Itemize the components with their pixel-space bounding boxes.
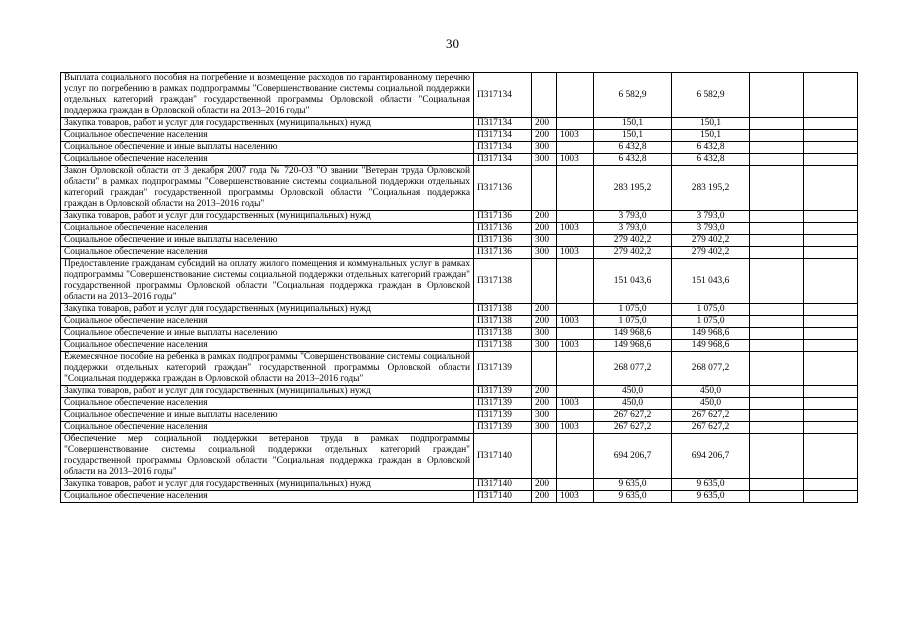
- row-expense-type: 200: [532, 304, 557, 316]
- table-row: [61, 340, 858, 352]
- row-expense-type: [532, 259, 557, 304]
- table-row: [61, 398, 858, 410]
- row-section-code: 1003: [557, 422, 594, 434]
- row-target-code: П317139: [474, 386, 532, 398]
- row-amount-1: 268 077,2: [594, 352, 672, 386]
- row-amount-2: 1 075,0: [672, 316, 750, 328]
- row-name: Закупка товаров, работ и услуг для государственных (муниципальных) нужд: [61, 479, 474, 491]
- row-name: Закон Орловской области от 3 декабря 2007 года № 720-ОЗ "О звании "Ветеран труда Орловской области" в рамках подпрограммы "Совершенствование системы социальной поддержки отдельных категорий граждан" государственной программы Орловской области "Социальная поддержка граждан в Орловской области на 2013–2016 годы": [61, 166, 474, 211]
- row-amount-2: 149 968,6: [672, 328, 750, 340]
- row-empty-cell: [750, 386, 804, 398]
- row-empty-cell: [804, 235, 858, 247]
- row-empty-cell: [804, 142, 858, 154]
- row-empty-cell: [750, 154, 804, 166]
- row-expense-type: 300: [532, 142, 557, 154]
- row-name: Закупка товаров, работ и услуг для государственных (муниципальных) нужд: [61, 304, 474, 316]
- page-number: 30: [446, 36, 459, 51]
- row-name: Социальное обеспечение населения: [61, 422, 474, 434]
- row-name: Социальное обеспечение населения: [61, 316, 474, 328]
- row-name: Социальное обеспечение и иные выплаты населению: [61, 142, 474, 154]
- row-amount-2: 3 793,0: [672, 211, 750, 223]
- row-amount-2: 279 402,2: [672, 235, 750, 247]
- row-empty-cell: [804, 410, 858, 422]
- row-target-code: П317134: [474, 130, 532, 142]
- row-target-code: П317136: [474, 247, 532, 259]
- row-target-code: П317139: [474, 398, 532, 410]
- row-empty-cell: [750, 434, 804, 479]
- row-expense-type: 200: [532, 118, 557, 130]
- row-expense-type: 200: [532, 316, 557, 328]
- row-amount-2: 450,0: [672, 398, 750, 410]
- row-expense-type: 200: [532, 223, 557, 235]
- row-amount-2: 267 627,2: [672, 410, 750, 422]
- row-empty-cell: [804, 386, 858, 398]
- row-expense-type: 200: [532, 386, 557, 398]
- table-row: [61, 130, 858, 142]
- row-empty-cell: [750, 166, 804, 211]
- row-section-code: 1003: [557, 223, 594, 235]
- row-amount-1: 9 635,0: [594, 479, 672, 491]
- row-section-code: [557, 166, 594, 211]
- row-amount-1: 6 582,9: [594, 73, 672, 118]
- row-name: Социальное обеспечение населения: [61, 340, 474, 352]
- table-row: [61, 223, 858, 235]
- table-row: [61, 491, 858, 503]
- row-target-code: П317134: [474, 142, 532, 154]
- table-row: [61, 235, 858, 247]
- row-name: Выплата социального пособия на погребение и возмещение расходов по гарантированному перечню услуг по погребению в рамках подпрограммы "Совершенствование системы социальной поддержки отдельных категорий граждан" государственной программы Орловской области "Социальная поддержка граждан в Орловской области на 2013–2016 годы": [61, 73, 474, 118]
- row-expense-type: [532, 166, 557, 211]
- row-amount-2: 268 077,2: [672, 352, 750, 386]
- row-amount-1: 450,0: [594, 386, 672, 398]
- row-empty-cell: [804, 154, 858, 166]
- row-expense-type: 300: [532, 154, 557, 166]
- row-empty-cell: [750, 235, 804, 247]
- row-name: Закупка товаров, работ и услуг для государственных (муниципальных) нужд: [61, 386, 474, 398]
- row-amount-2: 9 635,0: [672, 491, 750, 503]
- row-amount-2: 6 582,9: [672, 73, 750, 118]
- row-empty-cell: [750, 259, 804, 304]
- row-empty-cell: [750, 304, 804, 316]
- row-section-code: [557, 73, 594, 118]
- row-empty-cell: [750, 398, 804, 410]
- row-empty-cell: [804, 223, 858, 235]
- table-row: [61, 118, 858, 130]
- row-expense-type: 300: [532, 328, 557, 340]
- row-empty-cell: [804, 434, 858, 479]
- row-name: Ежемесячное пособие на ребенка в рамках подпрограммы "Совершенствование системы социальной поддержки отдельных категорий граждан" государственной программы Орловской области "Социальная поддержка граждан в Орловской области на 2013–2016 годы": [61, 352, 474, 386]
- row-target-code: П317134: [474, 73, 532, 118]
- table-row: [61, 142, 858, 154]
- table-row: [61, 434, 858, 479]
- row-empty-cell: [750, 223, 804, 235]
- row-section-code: 1003: [557, 398, 594, 410]
- row-empty-cell: [804, 247, 858, 259]
- row-empty-cell: [804, 352, 858, 386]
- row-empty-cell: [804, 118, 858, 130]
- row-target-code: П317138: [474, 316, 532, 328]
- row-empty-cell: [804, 491, 858, 503]
- row-target-code: П317136: [474, 211, 532, 223]
- row-amount-2: 450,0: [672, 386, 750, 398]
- row-amount-2: 9 635,0: [672, 479, 750, 491]
- row-empty-cell: [804, 130, 858, 142]
- row-empty-cell: [750, 352, 804, 386]
- row-amount-2: 151 043,6: [672, 259, 750, 304]
- row-section-code: [557, 434, 594, 479]
- row-empty-cell: [804, 259, 858, 304]
- row-amount-1: 283 195,2: [594, 166, 672, 211]
- table-row: [61, 154, 858, 166]
- row-section-code: 1003: [557, 247, 594, 259]
- row-target-code: П317138: [474, 259, 532, 304]
- row-amount-1: 9 635,0: [594, 491, 672, 503]
- table-row: [61, 352, 858, 386]
- table-row: [61, 211, 858, 223]
- row-empty-cell: [750, 340, 804, 352]
- row-section-code: [557, 118, 594, 130]
- row-expense-type: 200: [532, 479, 557, 491]
- row-section-code: [557, 386, 594, 398]
- row-name: Обеспечение мер социальной поддержки ветеранов труда в рамках подпрограммы "Совершенствование системы социальной поддержки отдельных категорий граждан" государственной программы Орловской области "Социальная поддержка граждан в Орловской области на 2013–2016 годы": [61, 434, 474, 479]
- row-amount-1: 450,0: [594, 398, 672, 410]
- row-amount-1: 279 402,2: [594, 247, 672, 259]
- row-amount-1: 151 043,6: [594, 259, 672, 304]
- row-name: Социальное обеспечение и иные выплаты населению: [61, 235, 474, 247]
- row-amount-2: 149 968,6: [672, 340, 750, 352]
- row-amount-1: 279 402,2: [594, 235, 672, 247]
- table-row: [61, 316, 858, 328]
- table-row: [61, 422, 858, 434]
- row-expense-type: 200: [532, 211, 557, 223]
- row-amount-1: 6 432,8: [594, 142, 672, 154]
- row-amount-1: 150,1: [594, 130, 672, 142]
- row-amount-1: 267 627,2: [594, 422, 672, 434]
- row-section-code: [557, 211, 594, 223]
- table-row: [61, 328, 858, 340]
- row-expense-type: 200: [532, 130, 557, 142]
- row-amount-2: 6 432,8: [672, 154, 750, 166]
- row-amount-2: 694 206,7: [672, 434, 750, 479]
- row-name: Социальное обеспечение населения: [61, 491, 474, 503]
- row-section-code: 1003: [557, 130, 594, 142]
- row-name: Социальное обеспечение населения: [61, 223, 474, 235]
- row-expense-type: 200: [532, 398, 557, 410]
- row-name: Социальное обеспечение и иные выплаты населению: [61, 410, 474, 422]
- row-expense-type: 300: [532, 247, 557, 259]
- row-section-code: [557, 328, 594, 340]
- row-expense-type: 300: [532, 235, 557, 247]
- row-expense-type: [532, 73, 557, 118]
- row-empty-cell: [804, 166, 858, 211]
- row-empty-cell: [804, 211, 858, 223]
- row-amount-1: 1 075,0: [594, 304, 672, 316]
- row-target-code: П317136: [474, 166, 532, 211]
- table-row: [61, 386, 858, 398]
- table-row: [61, 247, 858, 259]
- row-amount-2: 150,1: [672, 130, 750, 142]
- row-empty-cell: [750, 73, 804, 118]
- row-section-code: [557, 259, 594, 304]
- row-section-code: 1003: [557, 316, 594, 328]
- row-section-code: 1003: [557, 491, 594, 503]
- row-section-code: 1003: [557, 154, 594, 166]
- row-empty-cell: [804, 479, 858, 491]
- row-amount-1: 267 627,2: [594, 410, 672, 422]
- row-target-code: П317139: [474, 422, 532, 434]
- row-expense-type: 200: [532, 491, 557, 503]
- row-empty-cell: [804, 398, 858, 410]
- row-amount-2: 150,1: [672, 118, 750, 130]
- row-amount-1: 149 968,6: [594, 328, 672, 340]
- row-section-code: [557, 479, 594, 491]
- row-name: Предоставление гражданам субсидий на оплату жилого помещения и коммунальных услуг в рамках подпрограммы "Совершенствование системы социальной поддержки отдельных категорий граждан" государственной программы Орловской области "Социальная поддержка граждан в Орловской области на 2013–2016 годы": [61, 259, 474, 304]
- row-name: Закупка товаров, работ и услуг для государственных (муниципальных) нужд: [61, 118, 474, 130]
- row-target-code: П317138: [474, 304, 532, 316]
- table-row: [61, 73, 858, 118]
- row-empty-cell: [804, 316, 858, 328]
- row-target-code: П317138: [474, 328, 532, 340]
- row-amount-1: 694 206,7: [594, 434, 672, 479]
- row-target-code: П317138: [474, 340, 532, 352]
- row-target-code: П317136: [474, 223, 532, 235]
- row-amount-1: 1 075,0: [594, 316, 672, 328]
- row-section-code: [557, 235, 594, 247]
- row-expense-type: 300: [532, 422, 557, 434]
- row-amount-2: 1 075,0: [672, 304, 750, 316]
- row-empty-cell: [750, 479, 804, 491]
- table-row: [61, 304, 858, 316]
- row-section-code: [557, 304, 594, 316]
- row-name: Закупка товаров, работ и услуг для государственных (муниципальных) нужд: [61, 211, 474, 223]
- row-empty-cell: [750, 422, 804, 434]
- row-empty-cell: [804, 328, 858, 340]
- table-row: [61, 410, 858, 422]
- row-empty-cell: [804, 304, 858, 316]
- row-target-code: П317140: [474, 434, 532, 479]
- row-expense-type: [532, 352, 557, 386]
- row-empty-cell: [804, 340, 858, 352]
- row-name: Социальное обеспечение населения: [61, 154, 474, 166]
- row-name: Социальное обеспечение населения: [61, 130, 474, 142]
- row-empty-cell: [750, 247, 804, 259]
- row-target-code: П317139: [474, 352, 532, 386]
- row-empty-cell: [750, 130, 804, 142]
- row-amount-2: 6 432,8: [672, 142, 750, 154]
- row-amount-1: 150,1: [594, 118, 672, 130]
- row-empty-cell: [750, 142, 804, 154]
- row-expense-type: 300: [532, 340, 557, 352]
- row-empty-cell: [750, 328, 804, 340]
- row-name: Социальное обеспечение населения: [61, 398, 474, 410]
- row-expense-type: 300: [532, 410, 557, 422]
- row-section-code: [557, 352, 594, 386]
- row-target-code: П317136: [474, 235, 532, 247]
- row-amount-1: 3 793,0: [594, 211, 672, 223]
- row-empty-cell: [750, 316, 804, 328]
- row-empty-cell: [750, 118, 804, 130]
- row-amount-1: 6 432,8: [594, 154, 672, 166]
- row-empty-cell: [750, 491, 804, 503]
- table-row: [61, 166, 858, 211]
- row-target-code: П317140: [474, 479, 532, 491]
- row-amount-2: 283 195,2: [672, 166, 750, 211]
- table-row: [61, 259, 858, 304]
- row-amount-1: 149 968,6: [594, 340, 672, 352]
- row-amount-2: 267 627,2: [672, 422, 750, 434]
- row-amount-2: 279 402,2: [672, 247, 750, 259]
- row-empty-cell: [804, 73, 858, 118]
- row-target-code: П317134: [474, 118, 532, 130]
- row-target-code: П317140: [474, 491, 532, 503]
- row-empty-cell: [804, 422, 858, 434]
- row-section-code: [557, 142, 594, 154]
- row-amount-1: 3 793,0: [594, 223, 672, 235]
- budget-table: [60, 72, 858, 503]
- table-row: [61, 479, 858, 491]
- row-name: Социальное обеспечение и иные выплаты населению: [61, 328, 474, 340]
- row-section-code: 1003: [557, 340, 594, 352]
- row-name: Социальное обеспечение населения: [61, 247, 474, 259]
- row-amount-2: 3 793,0: [672, 223, 750, 235]
- row-section-code: [557, 410, 594, 422]
- row-target-code: П317134: [474, 154, 532, 166]
- row-empty-cell: [750, 211, 804, 223]
- row-target-code: П317139: [474, 410, 532, 422]
- row-empty-cell: [750, 410, 804, 422]
- row-expense-type: [532, 434, 557, 479]
